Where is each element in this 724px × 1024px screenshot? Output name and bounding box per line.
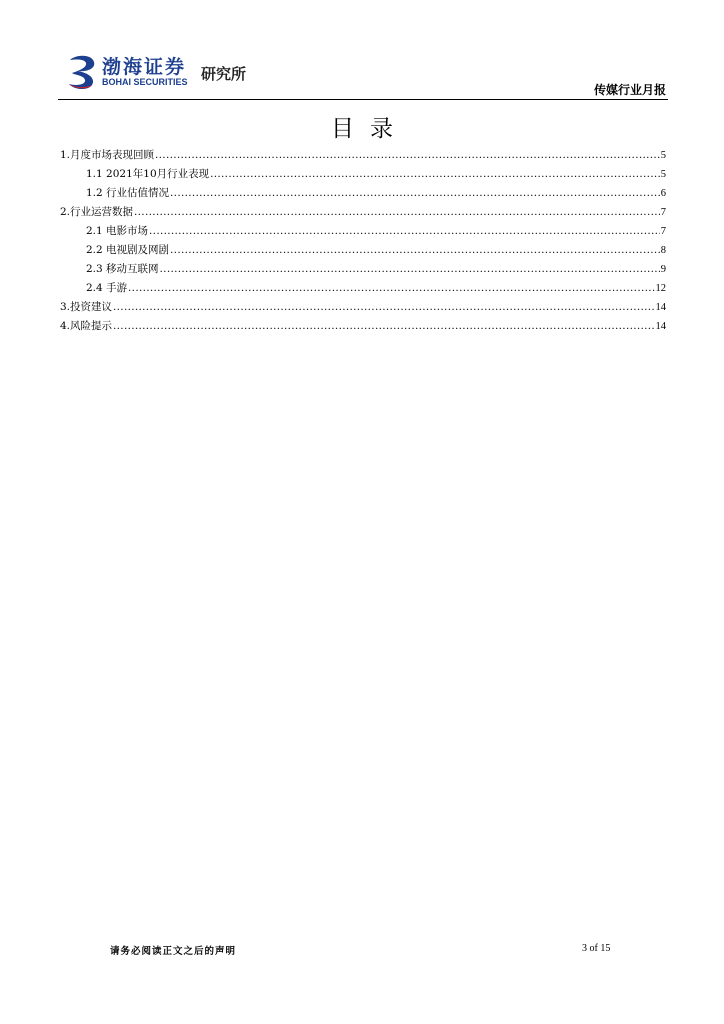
toc-entry[interactable] xyxy=(60,165,666,184)
toc-entry-page: 14 xyxy=(655,302,666,313)
toc-entry[interactable] xyxy=(60,241,666,260)
toc-entry-page: 9 xyxy=(660,264,666,275)
page-number: 3 of 15 xyxy=(582,943,611,954)
toc-entry-label: 3.投资建议 xyxy=(60,301,113,313)
toc-entry-label: 1.月度市场表现回顾 xyxy=(60,149,155,161)
toc-entry-page: 7 xyxy=(660,226,666,237)
toc-entry[interactable] xyxy=(60,184,666,203)
header-divider xyxy=(58,99,668,100)
toc-entry-label: 1.2 行业估值情况 xyxy=(86,187,170,199)
toc-entry-label: 4.风险提示 xyxy=(60,320,113,332)
toc-leader xyxy=(160,260,660,279)
toc-entry-label: 2.4 手游 xyxy=(86,282,128,294)
institute-name: 研究所 xyxy=(201,65,247,83)
report-type: 传媒行业月报 xyxy=(593,83,666,97)
table-of-contents xyxy=(60,146,666,336)
toc-leader xyxy=(113,317,654,336)
toc-entry[interactable] xyxy=(60,317,666,336)
toc-entry[interactable] xyxy=(60,146,666,165)
toc-entry-page: 8 xyxy=(660,245,666,256)
toc-leader xyxy=(149,222,660,241)
toc-entry-label: 2.3 移动互联网 xyxy=(86,263,159,275)
toc-entry-label: 2.1 电影市场 xyxy=(86,225,149,237)
page-header xyxy=(58,50,668,100)
toc-leader xyxy=(170,184,660,203)
footer-disclaimer: 请务必阅读正文之后的声明 xyxy=(110,946,237,957)
toc-entry-page: 5 xyxy=(660,150,666,161)
bohai-logo-icon xyxy=(66,54,98,90)
logo-english-name: BOHAI SECURITIES xyxy=(102,77,188,87)
toc-leader xyxy=(210,165,660,184)
toc-entry-page: 5 xyxy=(660,169,666,180)
toc-entry-label: 2.2 电视剧及网剧 xyxy=(86,244,170,256)
toc-entry[interactable] xyxy=(60,279,666,298)
toc-entry[interactable] xyxy=(60,222,666,241)
toc-title: 目录 xyxy=(331,116,409,142)
toc-entry[interactable] xyxy=(60,260,666,279)
toc-leader xyxy=(155,146,660,165)
toc-leader xyxy=(134,203,660,222)
toc-entry-page: 14 xyxy=(655,321,666,332)
toc-entry-page: 6 xyxy=(660,188,666,199)
toc-leader xyxy=(128,279,654,298)
toc-entry-label: 1.1 2021年10月行业表现 xyxy=(86,168,210,180)
toc-leader xyxy=(113,298,654,317)
toc-entry[interactable] xyxy=(60,298,666,317)
toc-leader xyxy=(170,241,660,260)
toc-entry-label: 2.行业运营数据 xyxy=(60,206,134,218)
logo-chinese-name: 渤海证券 xyxy=(102,56,187,78)
toc-entry[interactable] xyxy=(60,203,666,222)
toc-entry-page: 7 xyxy=(660,207,666,218)
toc-entry-page: 12 xyxy=(655,283,666,294)
